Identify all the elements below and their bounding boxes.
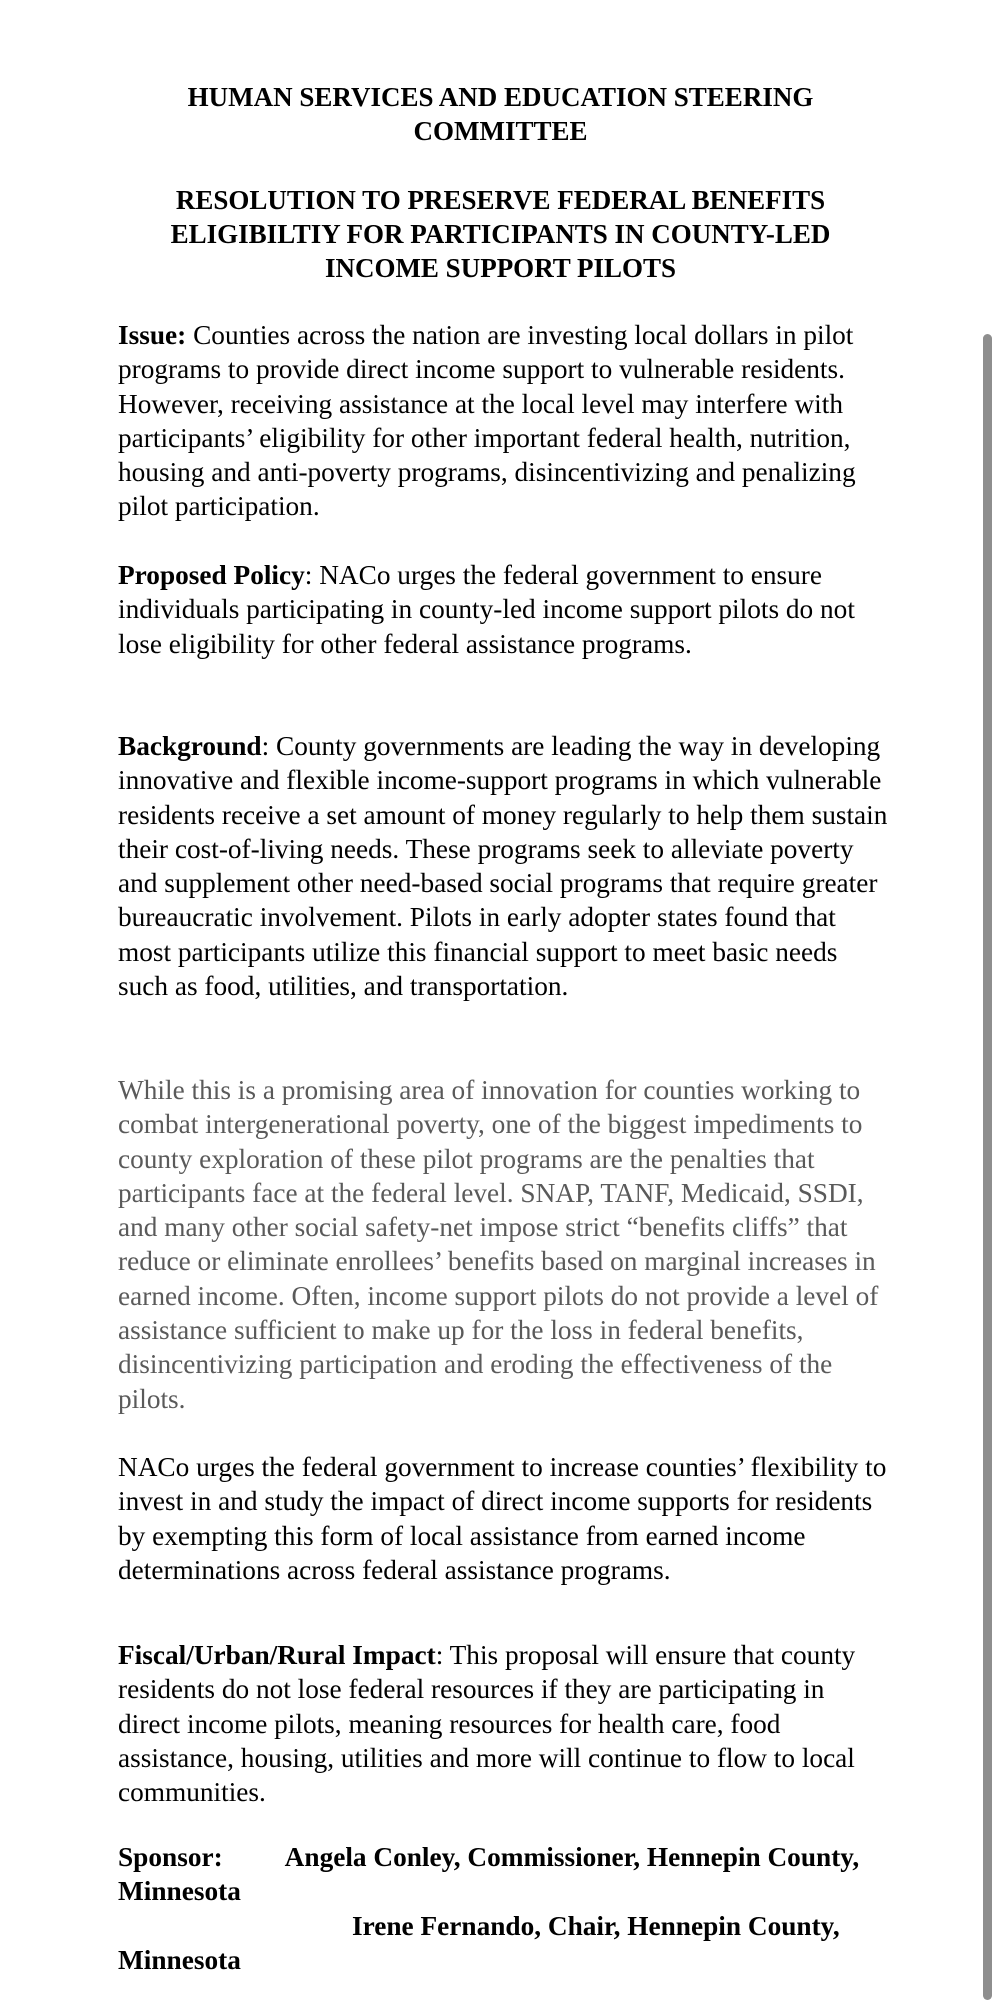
- proposed-policy-paragraph: [118, 558, 888, 661]
- proposed-policy-label: Proposed Policy: [118, 560, 305, 590]
- sponsor-label: Sponsor:: [118, 1842, 223, 1872]
- background-label: Background: [118, 731, 262, 761]
- proposed-policy-text: : NACo urges the federal government to ensure individuals participating in county-led income support pilots do not lose eligibility for other federal assistance programs.: [118, 560, 855, 659]
- fiscal-impact-text: : This proposal will ensure that county residents do not lose federal resources if they are participating in direct income pilots, meaning resources for health care, food assistance, housing, utilities and more will continue to flow to local communities.: [118, 1640, 856, 1808]
- vertical-scrollbar[interactable]: [983, 334, 992, 2000]
- fiscal-impact-paragraph: [118, 1638, 888, 1809]
- background-continued-paragraph: While this is a promising area of innovation for counties working to combat intergenerational poverty, one of the biggest impediments to county exploration of these pilot programs are the penalties that participants face at the federal level. SNAP, TANF, Medicaid, SSDI, and many other social safety-net impose strict “benefits cliffs” that reduce or eliminate enrollees’ benefits based on marginal increases in earned income. Often, income support pilots do not provide a level of assistance sufficient to make up for the loss in federal benefits, disincentivizing participation and eroding the effectiveness of the pilots.: [118, 1075, 879, 1414]
- background-paragraph: [118, 729, 888, 1003]
- committee-title: HUMAN SERVICES AND EDUCATION STEERING COMMITTEE: [187, 82, 814, 146]
- background-text: : County governments are leading the way in developing innovative and flexible income-support programs in which vulnerable residents receive a set amount of money regularly to help them sustain their cost-of-living needs. These programs seek to alleviate poverty and supplement other need-based social programs that require greater bureaucratic involvement. Pilots in early adopter states found that most participants utilize this financial support to meet basic needs such as food, utilities, and transportation.: [118, 731, 888, 1002]
- naco-urges-paragraph: NACo urges the federal government to increase counties’ flexibility to invest in and study the impact of direct income supports for residents by exempting this form of local assistance from earned income determinations across federal assistance programs.: [118, 1452, 887, 1585]
- sponsor-block: [118, 1840, 888, 1977]
- sponsor-2: Irene Fernando, Chair, Hennepin County, Minnesota: [118, 1910, 840, 1975]
- issue-label: Issue:: [118, 320, 187, 350]
- sponsor-1: Angela Conley, Commissioner, Hennepin County, Minnesota: [118, 1842, 860, 1907]
- issue-text: Counties across the nation are investing local dollars in pilot programs to provide direct income support to vulnerable residents. However, receiving assistance at the local level may interfere with participants’ eligibility for other important federal health, nutrition, housing and anti-poverty programs, disincentivizing and penalizing pilot participation.: [118, 320, 856, 522]
- issue-paragraph: [118, 318, 888, 524]
- fiscal-impact-label: Fiscal/Urban/Rural Impact: [118, 1640, 436, 1670]
- resolution-title: RESOLUTION TO PRESERVE FEDERAL BENEFITS ELIGIBILTIY FOR PARTICIPANTS IN COUNTY-LED INCOME SUPPORT PILOTS: [170, 185, 831, 283]
